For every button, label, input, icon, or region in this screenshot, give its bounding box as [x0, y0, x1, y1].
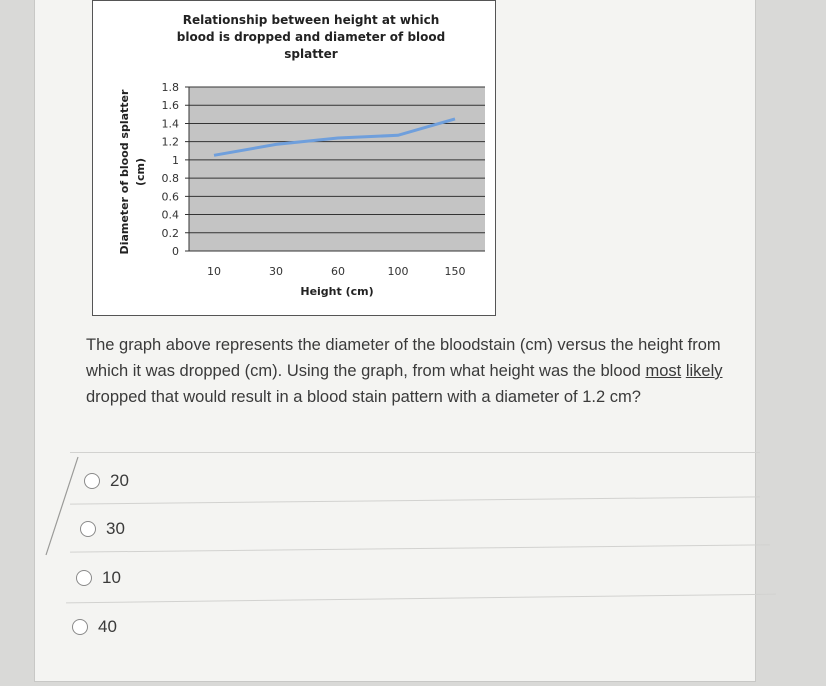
y-tick-label: 0	[172, 245, 179, 258]
option-label: 20	[110, 471, 129, 490]
question-part2: dropped that would result in a blood stain pattern with a diameter of 1.2 cm?	[86, 388, 641, 406]
x-axis-label: Height (cm)	[300, 285, 374, 298]
y-tick-label: 0.4	[161, 208, 179, 222]
question-part1: The graph above represents the diameter of the bloodstain (cm) versus the height from which it was dropped (cm). Using the graph, from what height was the blood	[86, 336, 721, 380]
y-axis-label: Diameter of blood splatter	[118, 89, 131, 255]
y-tick-label: 1	[172, 153, 179, 167]
x-tick-label: 150	[444, 265, 466, 278]
answer-option-1[interactable]	[80, 519, 125, 539]
x-tick-label: 60	[331, 265, 345, 278]
radio-button[interactable]	[76, 570, 92, 586]
x-tick-label: 30	[269, 265, 283, 278]
radio-button[interactable]	[80, 521, 96, 537]
radio-button[interactable]	[84, 473, 100, 489]
y-tick-label: 0.6	[161, 190, 179, 204]
question-text	[86, 332, 746, 410]
y-tick-label: 1.4	[161, 117, 179, 131]
chart-svg	[93, 1, 495, 315]
y-tick-label: 0.2	[161, 226, 179, 240]
chart	[92, 0, 496, 316]
x-tick-label: 10	[207, 265, 221, 278]
plot-area	[189, 87, 485, 251]
question-emphasis-most: most	[645, 362, 682, 380]
chart-title: splatter	[284, 47, 338, 61]
radio-button[interactable]	[72, 619, 88, 635]
answer-option-3[interactable]	[72, 617, 117, 637]
pen-mark	[40, 455, 90, 565]
chart-title: Relationship between height at which	[182, 13, 440, 27]
answer-option-0[interactable]	[84, 471, 129, 491]
y-axis-label: (cm)	[134, 157, 147, 187]
chart-title: blood is dropped and diameter of blood	[176, 30, 446, 44]
y-tick-label: 1.6	[161, 99, 179, 113]
answer-option-2[interactable]	[76, 568, 121, 588]
x-tick-label: 100	[387, 265, 409, 278]
separator	[70, 452, 760, 453]
option-label: 30	[106, 519, 125, 538]
question-emphasis-likely: likely	[685, 362, 723, 380]
option-label: 10	[102, 568, 121, 587]
y-tick-label: 1.2	[161, 135, 179, 149]
y-tick-label: 0.8	[161, 172, 179, 186]
y-tick-label: 1.8	[161, 81, 179, 94]
option-label: 40	[98, 617, 117, 636]
